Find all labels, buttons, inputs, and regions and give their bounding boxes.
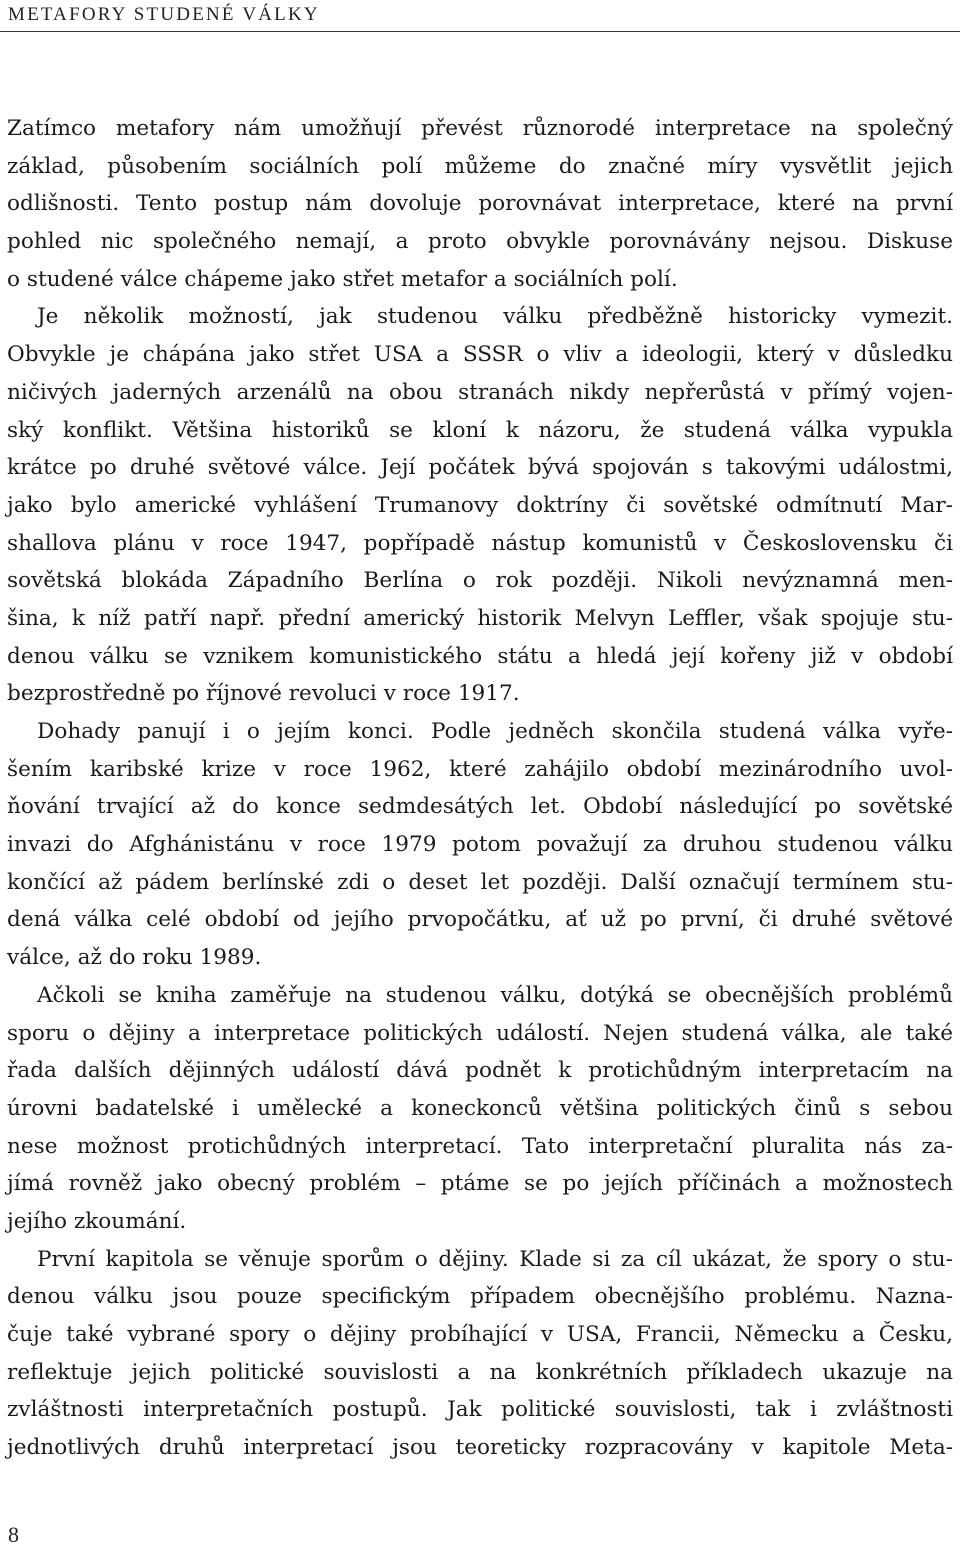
text-line: ský konflikt. Většina historiků se kloní k názoru, že studená válka vypukla	[7, 417, 953, 443]
running-header: METAFORY STUDENÉ VÁLKY	[8, 4, 320, 25]
text-line: čuje také vybrané spory o dějiny probíhající v USA, Francii, Německu a Česku,	[7, 1322, 953, 1347]
text-line: nese možnost protichůdných interpretací. Tato interpretační pluralita nás za-	[7, 1133, 953, 1159]
paragraph	[7, 110, 953, 298]
text-line: ničivých jaderných arzenálů na obou stranách nikdy nepřerůstá v přímý vojen-	[7, 379, 953, 405]
text-line: Je několik možností, jak studenou válku předběžně historicky vymezit.	[37, 304, 953, 330]
text-line: dená válka celé období od jejího prvopočátku, ať už po první, či druhé světové	[7, 907, 953, 933]
text-line: končící až pádem berlínské zdi o deset let později. Další označují termínem stu-	[7, 869, 953, 895]
paragraph	[7, 1241, 953, 1467]
text-line: Obvykle je chápána jako střet USA a SSSR o vliv a ideologii, který v důsledku	[7, 342, 953, 368]
text-line: pohled nic společného nemají, a proto obvykle porovnávány nejsou. Diskuse	[7, 229, 953, 255]
text-line: odlišnosti. Tento postup nám dovoluje porovnávat interpretace, které na první	[7, 191, 953, 217]
text-line: sporu o dějiny a interpretace politických událostí. Nejen studená válka, ale také	[7, 1020, 953, 1046]
text-line: jako bylo americké vyhlášení Trumanovy doktríny či sovětské odmítnutí Mar-	[7, 492, 953, 518]
text-line: zvláštnosti interpretačních postupů. Jak politické souvislosti, tak i zvláštnosti	[7, 1397, 953, 1423]
text-line: denou válku se vznikem komunistického státu a hledá její kořeny již v období	[7, 643, 953, 669]
text-line: jejího zkoumání.	[7, 1208, 187, 1234]
text-line: jednotlivých druhů interpretací jsou teoreticky rozpracovány v kapitole Meta-	[7, 1435, 953, 1461]
text-line: denou válku jsou pouze specifickým případem obecnějšího problému. Nazna-	[7, 1284, 953, 1310]
page-number: 8	[8, 1522, 19, 1547]
text-line: Dohady panují i o jejím konci. Podle jedněch skončila studená válka vyře-	[37, 719, 953, 744]
text-line: jímá rovněž jako obecný problém – ptáme se po jejích příčinách a možnostech	[7, 1171, 953, 1197]
text-line: invazi do Afghánistánu v roce 1979 potom považují za druhou studenou válku	[7, 832, 953, 858]
text-line: sovětská blokáda Západního Berlína o rok později. Nikoli nevýznamná men-	[7, 568, 953, 594]
text-line: válce, až do roku 1989.	[7, 945, 262, 971]
text-line: reflektuje jejich politické souvislosti a na konkrétních příkladech ukazuje na	[7, 1359, 953, 1385]
text-line: ňování trvající až do konce sedmdesátých let. Období následující po sovětské	[7, 794, 953, 820]
text-line: řada dalších dějinných událostí dává podnět k protichůdným interpretacím na	[7, 1058, 953, 1084]
text-line: šením karibské krize v roce 1962, které zahájilo období mezinárodního uvol-	[7, 756, 953, 782]
body-text	[7, 110, 953, 1467]
text-line: Zatímco metafory nám umožňují převést různorodé interpretace na společný	[7, 116, 953, 141]
text-line: šina, k níž patří např. přední americký historik Melvyn Leffler, však spojuje stu-	[7, 605, 953, 631]
text-line: bezprostředně po říjnové revoluci v roce 1917.	[7, 681, 520, 707]
paragraph	[7, 713, 953, 977]
text-line: Ačkoli se kniha zaměřuje na studenou válku, dotýká se obecnějších problémů	[37, 982, 953, 1008]
text-line: krátce po druhé světové válce. Její počátek bývá spojován s takovými událostmi,	[7, 455, 953, 481]
text-line: První kapitola se věnuje sporům o dějiny. Klade si za cíl ukázat, že spory o stu-	[37, 1246, 953, 1272]
text-line: o studené válce chápeme jako střet metafor a sociálních polí.	[7, 266, 678, 292]
text-line: úrovni badatelské i umělecké a koneckonců většina politických činů s sebou	[7, 1095, 953, 1121]
text-line: základ, působením sociálních polí můžeme do značné míry vysvětlit jejich	[7, 153, 953, 179]
paragraph	[7, 977, 953, 1241]
text-line: shallova plánu v roce 1947, popřípadě nástup komunistů v Československu či	[7, 530, 953, 556]
paragraph	[7, 298, 953, 713]
header-rule	[0, 31, 960, 32]
